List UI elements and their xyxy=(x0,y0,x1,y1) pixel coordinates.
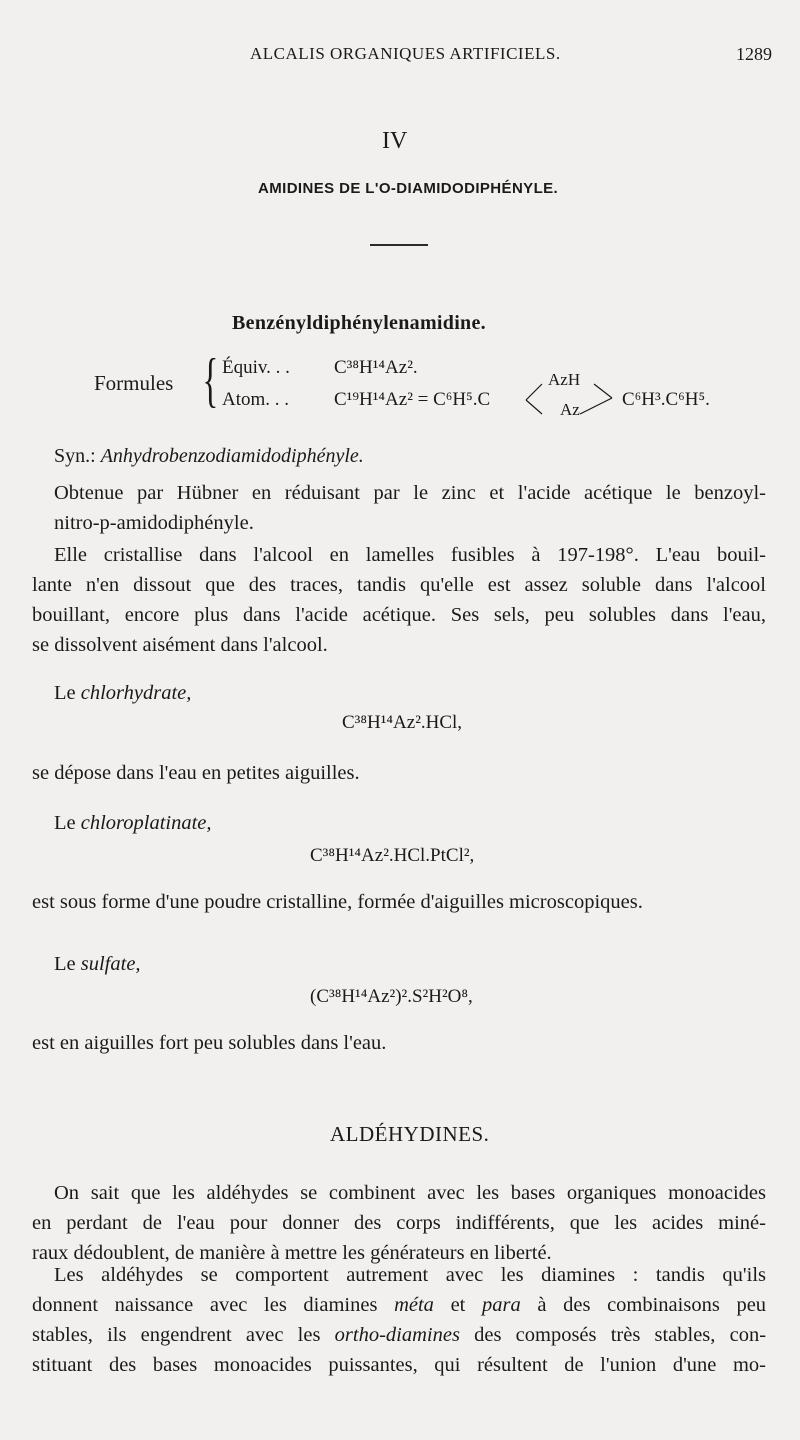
chloroplatinate-text: est sous forme d'une poudre cristalline, formée d'aiguilles microscopiques. xyxy=(32,891,643,913)
text-fragment: stables, ils engendrent avec les xyxy=(32,1324,321,1346)
brace-symbol: { xyxy=(202,347,219,413)
atom-label: Atom. . . xyxy=(222,389,290,410)
text-line xyxy=(32,1290,766,1320)
label-prefix: Le xyxy=(54,953,76,975)
text-line xyxy=(32,1320,766,1350)
synonym-line xyxy=(54,445,364,468)
term-ortho-diamines: ortho-diamines xyxy=(334,1324,460,1346)
sulfate-text: est en aiguilles fort peu solubles dans l'eau. xyxy=(32,1032,387,1054)
chlorhydrate-term: chlorhydrate, xyxy=(80,682,192,704)
chlorhydrate-formula: C³⁸H¹⁴Az².HCl, xyxy=(342,712,463,733)
synonym-prefix: Syn.: xyxy=(54,445,96,467)
sulfate-label xyxy=(54,953,141,976)
amidine-bracket xyxy=(518,370,628,418)
text-line: stituant des bases monoacides puissantes, qui résultent de l'union d'une mo- xyxy=(32,1354,766,1376)
text-line: nitro-p-amidodiphényle. xyxy=(54,512,254,534)
formula-equiv-row xyxy=(222,357,418,379)
text-line: On sait que les aldéhydes se combinent avec les bases organiques monoacides xyxy=(54,1182,766,1204)
synonym-name: Anhydrobenzodiamidodiphényle. xyxy=(100,445,364,467)
section-number: IV xyxy=(382,128,408,154)
running-header xyxy=(0,44,800,74)
text-line: Les aldéhydes se comportent autrement avec les diamines : tandis qu'ils xyxy=(54,1264,766,1286)
az-group: Az xyxy=(560,400,580,419)
formula-atom-row xyxy=(222,389,491,411)
text-line: Obtenue par Hübner en réduisant par le zinc et l'acide acétique le benzoyl- xyxy=(54,482,766,504)
aldehydines-title: ALDÉHYDINES. xyxy=(330,1122,490,1146)
section-divider xyxy=(370,244,428,246)
term-meta: méta xyxy=(394,1294,434,1316)
chlorhydrate-text: se dépose dans l'eau en petites aiguilles. xyxy=(32,762,360,784)
term-para: para xyxy=(482,1294,521,1316)
text-fragment: et xyxy=(450,1294,466,1316)
text-fragment: des composés très stables, con- xyxy=(474,1324,767,1346)
section-title: AMIDINES DE L'O-DIAMIDODIPHÉNYLE. xyxy=(258,180,559,197)
text-line: Elle cristallise dans l'alcool en lamelles fusibles à 197-198°. L'eau bouil- xyxy=(54,544,766,566)
text-line: se dissolvent aisément dans l'alcool. xyxy=(32,634,328,656)
text-fragment: donnent naissance avec les diamines xyxy=(32,1294,378,1316)
sulfate-formula: (C³⁸H¹⁴Az²)².S²H²O⁸, xyxy=(310,986,473,1007)
label-prefix: Le xyxy=(54,812,76,834)
text-line: en perdant de l'eau pour donner des corps indifférents, que les acides miné- xyxy=(32,1212,766,1234)
chloroplatinate-label xyxy=(54,812,212,835)
chloroplatinate-term: chloroplatinate, xyxy=(80,812,212,834)
azh-group: AzH xyxy=(548,370,581,389)
equiv-formula: C³⁸H¹⁴Az². xyxy=(334,357,418,378)
text-fragment: à des combinaisons peu xyxy=(537,1294,767,1316)
text-line: lante n'en dissout que des traces, tandis qu'elle est assez soluble dans l'alcool xyxy=(32,574,766,596)
chloroplatinate-formula: C³⁸H¹⁴Az².HCl.PtCl², xyxy=(310,845,475,866)
chlorhydrate-label xyxy=(54,682,191,705)
text-line: bouillant, encore plus dans l'acide acétique. Ses sels, peu solubles dans l'eau, xyxy=(32,604,766,626)
header-title: ALCALIS ORGANIQUES ARTIFICIELS. xyxy=(250,44,561,63)
atom-formula: C¹⁹H¹⁴Az² = C⁶H⁵.C xyxy=(334,389,491,410)
page-number: 1289 xyxy=(736,44,772,64)
sulfate-term: sulfate, xyxy=(80,953,141,975)
equiv-label: Équiv. . . xyxy=(222,357,290,378)
label-prefix: Le xyxy=(54,682,76,704)
formulas-label: Formules xyxy=(94,371,174,395)
compound-name: Benzényldiphénylenamidine. xyxy=(232,312,486,334)
atom-formula-tail: C⁶H³.C⁶H⁵. xyxy=(622,389,710,410)
text-line: raux dédoublent, de manière à mettre les générateurs en liberté. xyxy=(32,1242,552,1264)
